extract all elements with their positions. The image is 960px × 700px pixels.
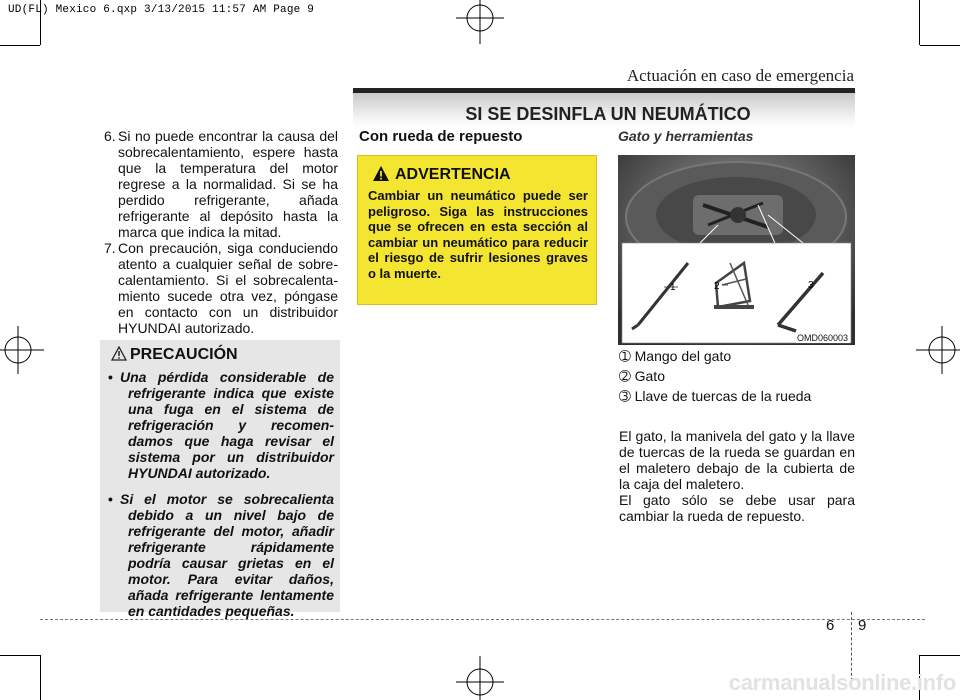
crop-mark [920, 45, 960, 46]
page-number: 9 [858, 617, 867, 634]
chapter-number: 6 [826, 617, 835, 634]
jack-tools-heading: Gato y herramientas [618, 128, 754, 144]
warning-triangle-icon [372, 165, 390, 182]
crop-mark [40, 655, 41, 700]
legend-item [619, 388, 811, 404]
svg-text:3: 3 [808, 280, 814, 291]
legend-label: Gato [634, 368, 665, 384]
registration-mark-left [0, 320, 44, 380]
caution-triangle-icon [111, 346, 127, 361]
crop-mark [0, 45, 40, 46]
legend-mark: ➁ [619, 368, 631, 384]
jack-tools-photo [618, 155, 855, 345]
list-item [104, 240, 338, 336]
spare-tire-heading: Con rueda de repuesto [359, 128, 523, 145]
legend-mark: ➂ [619, 388, 631, 404]
legend-mark: ➀ [619, 348, 631, 364]
crop-mark [920, 655, 960, 656]
paragraph: El gato sólo se debe usar para cambiar la rueda de repuesto. [619, 492, 855, 524]
caution-item: • Si el motor se sobrecalienta debido a un nivel bajo de refrigerante del motor, añadir refrigerante rápidamente podría causar grietas en el motor. Para evitar daños, añada refrigerante lentamente en cantidades pequeñas. [108, 491, 334, 619]
footer-rule [40, 619, 925, 620]
warning-title: ADVERTENCIA [395, 166, 511, 183]
section-header: Actuación en caso de emergencia [626, 66, 854, 85]
legend-item [619, 348, 731, 364]
item-number: 7. [104, 240, 116, 256]
watermark: carmanualsonline.info [728, 670, 956, 695]
svg-text:2: 2 [714, 281, 720, 292]
registration-mark-right [916, 320, 960, 380]
registration-mark-top [450, 0, 510, 44]
image-code: OMD060003 [797, 333, 849, 343]
item-text: Con precaución, siga conduciendo atento a cualquier señal de sobre-calentamiento. Si el sobrecalenta-miento sucede otra vez, póngase en contacto con un distribuidor HYUNDAI autorizado. [118, 240, 338, 336]
legend-label: Mango del gato [634, 348, 732, 364]
paragraph: El gato, la manivela del gato y la llave de tuercas de la rueda se guardan en el maletero debajo de la cubierta de la caja del maletero. [619, 428, 855, 492]
print-meta: UD(FL) Mexico 6.qxp 3/13/2015 11:57 AM Page 9 [8, 4, 315, 16]
trunk-tools-illustration [618, 155, 855, 345]
caution-list [108, 369, 334, 629]
caution-title: PRECAUCIÓN [130, 346, 238, 363]
item-text: Si no puede encontrar la causa del sobrecalentamiento, espere hasta que la temperatura del motor regrese a la normalidad. Si se ha perdido refrigerante, añada refrigerante al depósito hasta la marca que indica la mitad. [118, 128, 338, 240]
section-title: SI SE DESINFLA UN NEUMÁTICO [465, 104, 751, 124]
warning-text: Cambiar un neumático puede ser peligroso. Siga las instrucciones que se ofrecen en esta sección al cambiar un neumático para reducir el riesgo de sufrir lesiones graves o la muerte. [368, 188, 588, 281]
crop-mark [0, 655, 40, 656]
legend-item [619, 368, 665, 384]
registration-mark-bottom [450, 656, 510, 700]
crop-mark [919, 0, 920, 45]
list-item [104, 128, 338, 240]
svg-text:1: 1 [670, 282, 676, 293]
legend-label: Llave de tuercas de la rueda [634, 388, 812, 404]
caution-item: • Una pérdida considerable de refrigerante indica que existe una fuga en el sistema de refrigeración y recomen-damos que haga revisar el sistema por un distribuidor HYUNDAI autorizado. [108, 369, 334, 481]
item-number: 6. [104, 128, 116, 144]
